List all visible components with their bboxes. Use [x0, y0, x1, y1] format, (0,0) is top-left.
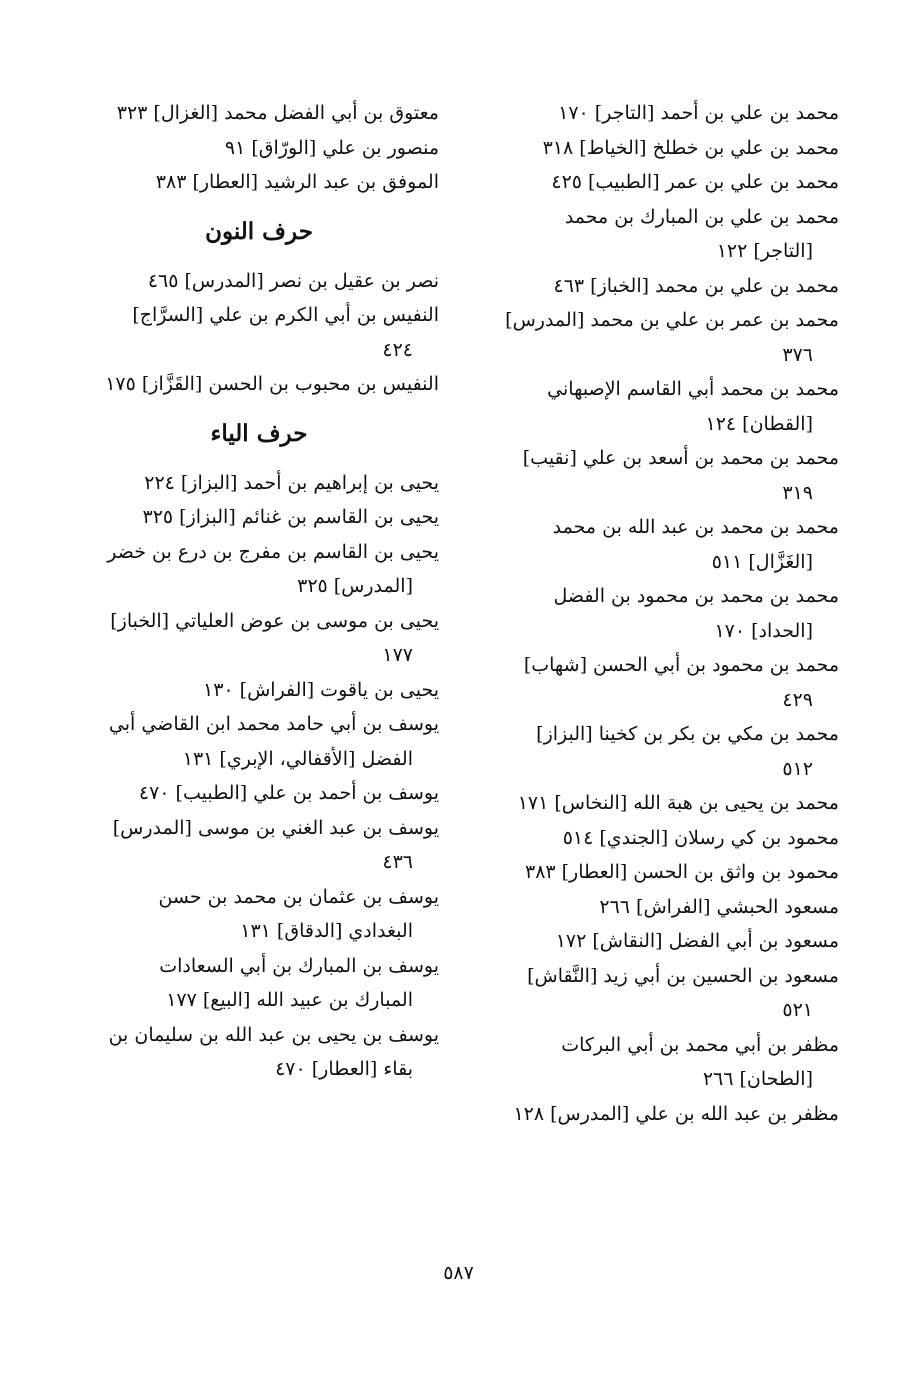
index-entry [487, 648, 839, 717]
index-entry [487, 579, 839, 648]
index-entry [487, 717, 839, 786]
index-entry [79, 535, 439, 604]
index-entry [487, 510, 839, 579]
index-entry [79, 165, 439, 200]
entry-text: الموفق بن عبد الرشيد [العطار] ٣٨٣ [155, 171, 439, 193]
section-heading-yaa: حرف الياء [210, 419, 308, 447]
index-entry [487, 96, 839, 131]
entry-continuation: ٣٧٦ [782, 343, 813, 366]
index-entry [487, 303, 839, 372]
index-entry [487, 1028, 839, 1097]
entry-continuation: [الطحان] ٢٦٦ [702, 1068, 813, 1090]
entry-text: محمد بن علي بن أحمد [التاجر] ١٧٠ [558, 102, 839, 124]
index-entry [79, 500, 439, 535]
entry-text: محمود بن كي رسلان [الجندي] ٥١٤ [562, 826, 839, 849]
entry-text: مسعود بن أبي الفضل [النقاش] ١٧٢ [555, 930, 839, 952]
entry-text: نصر بن عقيل بن نصر [المدرس] ٤٦٥ [147, 269, 439, 292]
index-entry [487, 821, 839, 856]
index-entry [79, 264, 439, 299]
index-entry [487, 1097, 839, 1132]
entry-text: محمد بن محمد بن أسعد بن علي [نقيب] [522, 447, 839, 469]
section-heading-noon: حرف النون [205, 217, 313, 245]
entry-text: محمد بن محمد أبي القاسم الإصبهاني [547, 378, 839, 400]
index-entry [487, 441, 839, 510]
entry-continuation: ٥٢١ [782, 999, 813, 1021]
entry-text: يوسف بن أبي حامد محمد ابن القاضي أبي [108, 713, 439, 735]
entry-text: محمد بن مكي بن بكر بن كخينا [البزاز] [536, 723, 839, 745]
index-entry [79, 673, 439, 708]
entry-continuation: [الحداد] ١٧٠ [714, 619, 813, 642]
entry-text: النفيس بن أبي الكرم بن علي [السرَّاج] [132, 304, 439, 326]
index-entry [487, 855, 839, 890]
entry-text: محمد بن علي بن خطلخ [الخياط] ٣١٨ [542, 136, 839, 159]
entry-text: محمد بن محمد بن محمود بن الفضل [553, 585, 839, 607]
entries-group-noon [79, 264, 439, 402]
index-entry [79, 776, 439, 811]
index-entry [487, 131, 839, 166]
entry-text: يوسف بن أحمد بن علي [الطبيب] ٤٧٠ [138, 782, 439, 804]
index-entry [79, 604, 439, 673]
entry-text: محمد بن يحيى بن هبة الله [النخاس] ١٧١ [517, 792, 839, 814]
entry-text: محمد بن محمود بن أبي الحسن [شهاب] [523, 654, 839, 676]
entry-text: منصور بن علي [الورّاق] ٩١ [224, 136, 439, 159]
index-entry [79, 131, 439, 166]
entry-text: مظفر بن أبي محمد بن أبي البركات [561, 1033, 839, 1056]
index-entry [79, 298, 439, 367]
entry-text: يحيى بن القاسم بن مفرج بن درع بن خضر [107, 540, 439, 563]
index-entry [487, 890, 839, 925]
index-entry [79, 811, 439, 880]
entry-text: محمد بن عمر بن علي بن محمد [المدرس] [505, 309, 839, 331]
entry-continuation: [القطان] ١٢٤ [705, 412, 813, 435]
entry-text: محمد بن علي بن محمد [الخباز] ٤٦٣ [553, 274, 839, 297]
entry-continuation: ٥١٢ [782, 757, 813, 780]
entry-text: محمد بن علي بن المبارك بن محمد [564, 205, 839, 228]
index-entry [487, 959, 839, 1028]
index-entry [79, 466, 439, 501]
left-column [79, 96, 439, 1087]
index-entry [79, 880, 439, 949]
entry-text: يحيى بن ياقوت [الفراش] ١٣٠ [203, 678, 439, 701]
entry-continuation: [التاجر] ١٢٢ [716, 240, 813, 262]
entry-continuation: الفضل [الأقفالي، الإبري] ١٣١ [182, 747, 413, 770]
entry-text: مسعود الحبشي [الفراش] ٢٦٦ [599, 895, 839, 918]
entry-text: يحيى بن القاسم بن غنائم [البزاز] ٣٢٥ [142, 506, 439, 528]
entry-text: محمود بن واثق بن الحسن [العطار] ٣٨٣ [524, 861, 839, 883]
index-entry [487, 200, 839, 269]
entry-text: معتوق بن أبي الفضل محمد [الغزال] ٣٢٣ [116, 102, 439, 124]
entry-continuation: ٤٣٦ [382, 851, 413, 873]
entry-text: محمد بن محمد بن عبد الله بن محمد [552, 516, 839, 538]
entry-text: يحيى بن موسى بن عوض العلياتي [الخباز] [110, 609, 439, 632]
entries-group-yaa [79, 466, 439, 1087]
entry-text: يحيى بن إبراهيم بن أحمد [البزاز] ٢٢٤ [144, 471, 439, 494]
entry-text: مظفر بن عبد الله بن علي [المدرس] ١٢٨ [513, 1102, 839, 1125]
entry-continuation: المبارك بن عبيد الله [البيع] ١٧٧ [166, 989, 413, 1011]
entry-text: يوسف بن يحيى بن عبد الله بن سليمان بن [108, 1023, 439, 1046]
index-entry [487, 269, 839, 304]
entry-continuation: [المدرس] ٣٢٥ [297, 575, 413, 597]
right-column [487, 96, 839, 1131]
index-entry [79, 949, 439, 1018]
entry-continuation: ٣١٩ [782, 481, 813, 504]
index-entry [487, 786, 839, 821]
entry-text: يوسف بن عبد الغني بن موسى [المدرس] [112, 816, 439, 839]
entry-continuation: بقاء [العطار] ٤٧٠ [275, 1058, 413, 1080]
index-entry [79, 1018, 439, 1087]
index-entry [79, 707, 439, 776]
entries-group-meem [79, 96, 439, 200]
index-entry [487, 372, 839, 441]
entry-continuation: ٤٢٤ [382, 338, 413, 361]
index-entry [79, 96, 439, 131]
entry-text: يوسف بن عثمان بن محمد بن حسن [158, 885, 439, 908]
entry-continuation: ١٧٧ [382, 644, 413, 666]
index-entry [487, 924, 839, 959]
page-number: ٥٨٧ [443, 1262, 474, 1284]
index-entry [487, 165, 839, 200]
index-entry [79, 367, 439, 402]
entry-continuation: البغدادي [الدقاق] ١٣١ [240, 920, 413, 942]
entry-text: يوسف بن المبارك بن أبي السعادات [159, 954, 439, 977]
entry-text: محمد بن علي بن عمر [الطبيب] ٤٢٥ [551, 171, 839, 193]
entry-text: النفيس بن محبوب بن الحسن [القَزَّاز] ١٧٥ [105, 373, 439, 395]
entry-text: مسعود بن الحسين بن أبي زيد [النَّقاش] [527, 964, 839, 987]
entry-continuation: [الغَزَّال] ٥١١ [711, 550, 813, 573]
entry-continuation: ٤٢٩ [782, 688, 813, 711]
